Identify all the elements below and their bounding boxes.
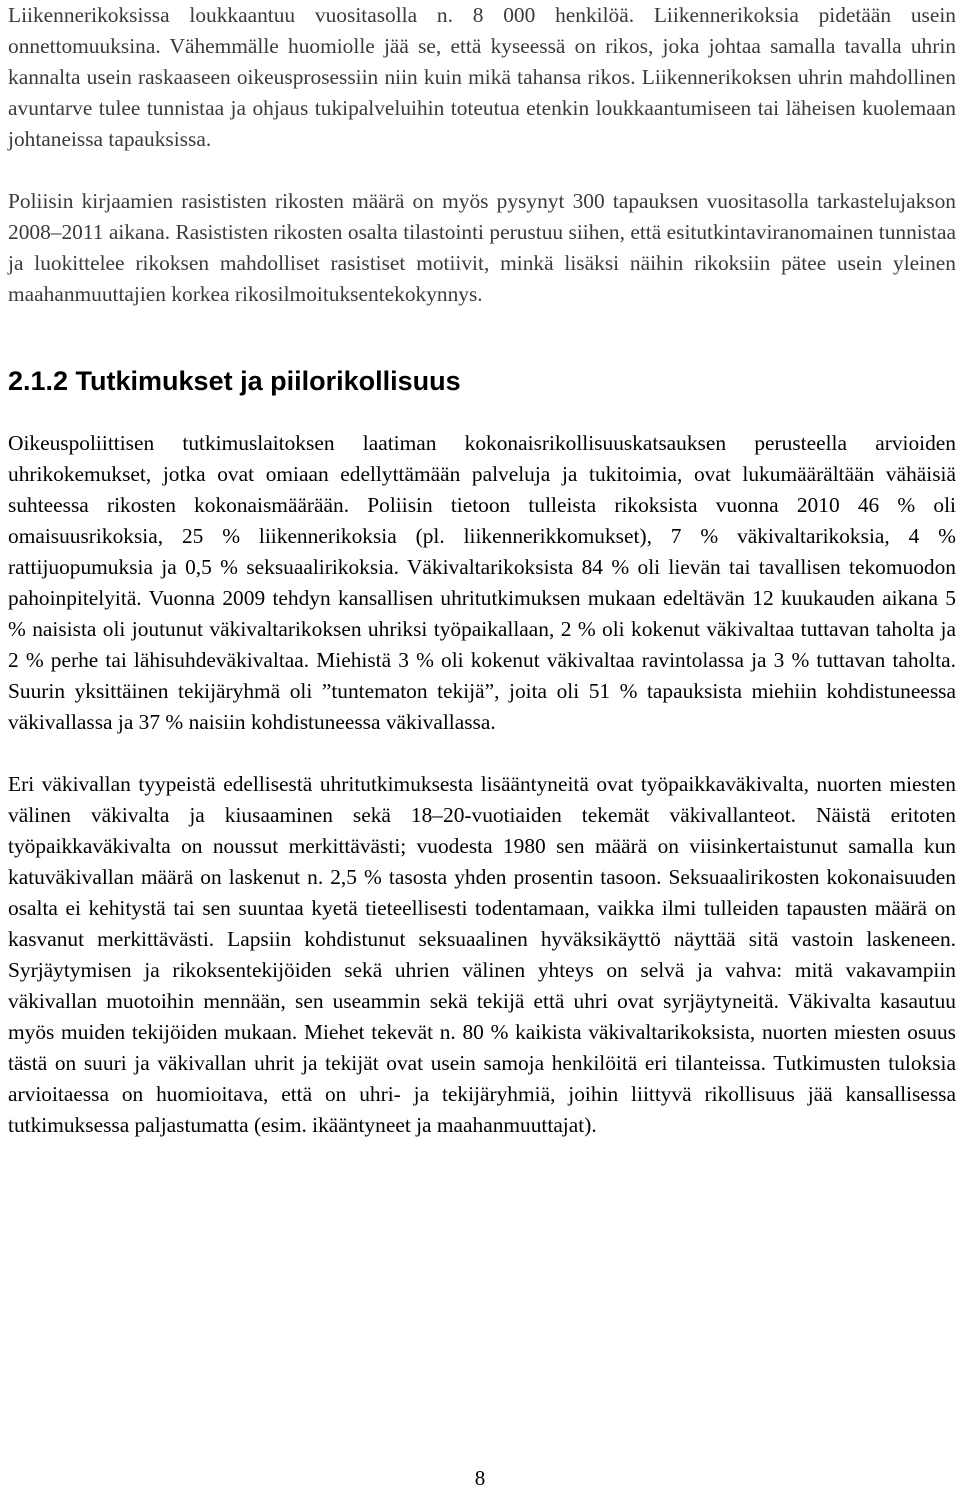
page-number: 8 <box>474 1466 486 1490</box>
paragraph-victim-surveys: Oikeuspoliittisen tutkimuslaitoksen laatiman kokonaisrikollisuuskatsauksen perusteella arvioiden uhrikokemukset, jotka ovat omiaan edellyttämään palveluja ja tukitoimia, ovat lukumäärältään vähäisiä suhteessa rikosten kokonaismäärään. Poliisin tietoon tulleista rikoksista vuonna 2010 46 % oli omaisuusrikoksia, 25 % liikennerikoksia (pl. liikennerikkomukset), 7 % väkivaltarikoksia, 4 % rattijuopumuksia ja 0,5 % seksuaalirikoksia. Väkivaltarikoksista 84 % oli lievän tai tavallisen tekomuodon pahoinpitelyitä. Vuonna 2009 tehdyn kansallisen uhritutkimuksen mukaan edeltävän 12 kuukauden aikana 5 % naisista oli joutunut väkivaltarikoksen uhriksi työpaikallaan, 2 % oli kokenut väkivaltaa tuttavan taholta ja 2 % perhe tai lähisuhdeväkivaltaa. Miehistä 3 % oli kokenut väkivaltaa ravintolassa ja 3 % tuttavan taholta. Suurin yksittäinen tekijäryhmä oli ”tuntematon tekijä”, joita oli 51 % tapauksista miehiin kohdistuneessa väkivallassa ja 37 % naisiin kohdistuneessa väkivallassa. <box>8 431 956 734</box>
paragraph-violence-types: Eri väkivallan tyypeistä edellisestä uhritutkimuksesta lisääntyneitä ovat työpaikkaväkivalta, nuorten miesten välinen väkivalta ja kiusaaminen sekä 18–20-vuotiaiden tekemät väkivallanteot. Näistä eritoten työpaikkaväkivalta on noussut merkittävästi; vuodesta 1980 sen määrä on viisinkertaistunut samalla kun katuväkivallan määrä on laskenut n. 2,5 % tasosta yhden prosentin tasoon. Seksuaalirikosten kokonaisuuden osalta ei kehitystä tai sen suuntaa kyetä tieteellisesti todentamaan, vaikka ilmi tulleiden tapausten määrä on kasvanut merkittävästi. Lapsiin kohdistunut seksuaalinen hyväksikäyttö näyttää sitä vastoin laskeneen. Syrjäytymisen ja rikoksentekijöiden sekä uhrien välinen yhteys on selvä ja vahva: mitä vakavampiin väkivallan muotoihin mennään, sen useammin sekä tekijä että uhri ovat syrjäytyneitä. Väkivalta kasautuu myös muiden tekijöiden mukaan. Miehet tekevät n. 80 % kaikista väkivaltarikoksista, nuorten miesten osuus tästä on suuri ja väkivallan uhrit ja tekijät ovat usein samoja henkilöitä eri tilanteissa. Tutkimusten tuloksia arvioitaessa on huomioitava, että on uhri- ja tekijäryhmiä, joihin liittyvä rikollisuus jää kansallisessa tutkimuksessa paljastumatta (esim. ikääntyneet ja maahanmuuttajat). <box>8 772 956 1137</box>
paragraph-racist-crimes: Poliisin kirjaamien rasististen rikosten määrä on myös pysynyt 300 tapauksen vuositasolla tarkastelujakson 2008–2011 aikana. Rasististen rikosten osalta tilastointi perustuu siihen, että esitutkintaviranomainen tunnistaa ja luokittelee rikoksen mahdolliset rasistiset motiivit, minkä lisäksi näihin rikoksiin pätee usein yleinen maahanmuuttajien korkea rikosilmoituksentekokynnys. <box>8 189 956 306</box>
paragraph-traffic-crimes: Liikennerikoksissa loukkaantuu vuositasolla n. 8 000 henkilöä. Liikennerikoksia pidetään usein onnettomuuksina. Vähemmälle huomiolle jää se, että kyseessä on rikos, joka johtaa samalla tavalla uhrin kannalta usein raskaaseen oikeusprosessiin niin kuin mikä tahansa rikos. Liikennerikoksen uhrin mahdollinen avuntarve tulee tunnistaa ja ohjaus tukipalveluihin toteutua etenkin loukkaantumiseen tai läheisen kuolemaan johtaneissa tapauksissa. <box>8 3 956 151</box>
section-heading: 2.1.2 Tutkimukset ja piilorikollisuus <box>8 366 461 396</box>
document-page <box>8 0 956 1141</box>
